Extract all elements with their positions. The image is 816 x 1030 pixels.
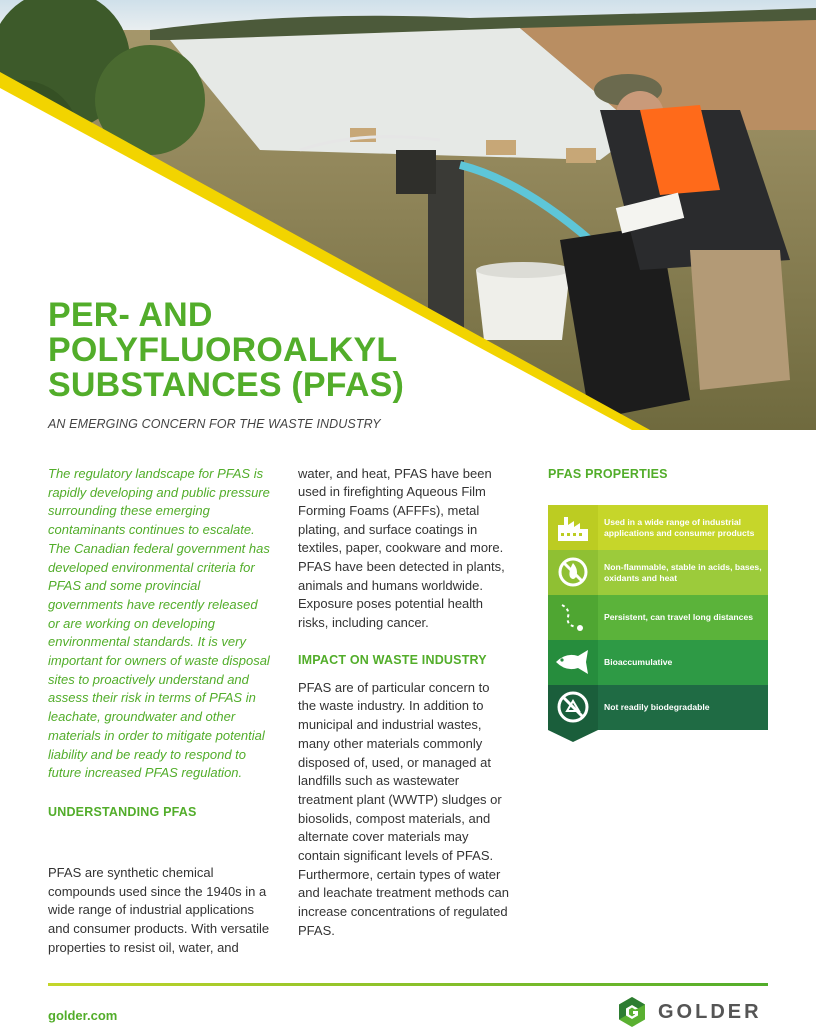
properties-heading: PFAS PROPERTIES [548, 467, 668, 481]
chevron-down-icon [548, 730, 598, 744]
property-text: Bioaccumulative [604, 657, 673, 667]
factory-icon [548, 505, 598, 550]
no-fire-icon [548, 550, 598, 595]
property-row [548, 640, 768, 685]
page-title: PER- AND POLYFLUOROALKYL SUBSTANCES (PFAS) [48, 296, 405, 404]
property-row [548, 505, 768, 550]
property-text: Persistent, can travel long distances [604, 612, 754, 622]
property-text: Used in a wide range of industrial applications and consumer products [604, 516, 755, 538]
understanding-continued [298, 465, 510, 633]
property-row [548, 550, 768, 595]
footer-divider [48, 983, 768, 986]
path-icon [548, 595, 598, 640]
properties-list [548, 505, 768, 744]
understanding-body-part1 [48, 864, 270, 958]
middle-column [298, 465, 510, 941]
understanding-body-continued: water, and heat, PFAS have been used in firefighting Aqueous Film Forming Foams (AFFFs), metal plating, and surface coatings in textiles, paper, cookware and more. PFAS have been detected in plants, animals and humans worldwide. Exposure poses potential health risks, including cancer. [298, 465, 505, 631]
left-column [48, 465, 270, 822]
no-recycle-icon [548, 685, 598, 730]
golder-logo [616, 996, 762, 1028]
understanding-body: PFAS are synthetic chemical compounds used since the 1940s in a wide range of industrial applications and consumer products. With versatile properties to resist oil, water, and [48, 865, 270, 955]
impact-body: PFAS are of particular concern to the waste industry. In addition to municipal and industrial wastes, many other materials commonly disposed of, used, or managed at landfills such as wastewater treatment plant (WWTP) sludges or biosolids, compost materials, and alternate cover materials may contain significant levels of PFAS. Furthermore, certain types of water and leachate treatment methods can increase concentrations of regulated PFAS. [298, 679, 510, 938]
brand-name: GOLDER [658, 1000, 762, 1023]
property-text: Non-flammable, stable in acids, bases, oxidants and heat [604, 561, 762, 583]
impact-heading: IMPACT ON WASTE INDUSTRY [298, 653, 487, 667]
golder-logo-icon [616, 996, 648, 1028]
page-subtitle: AN EMERGING CONCERN FOR THE WASTE INDUSTRY [48, 417, 381, 431]
understanding-heading: UNDERSTANDING PFAS [48, 804, 197, 819]
property-row [548, 595, 768, 640]
intro-paragraph: The regulatory landscape for PFAS is rapidly developing and public pressure surrounding these emerging contaminants continues to escalate. The Canadian federal government has developed environmental criteria for PFAS and some provincial governments have recently released or are working on developing environmental standards. It is very important for owners of waste disposal sites to proactively understand and assess their risk in terms of PFAS in leachate, groundwater and other materials in order to mitigate potential liability and be ready to respond to future increased PFAS regulation. [48, 466, 270, 781]
property-text: Not readily biodegradable [604, 702, 710, 712]
property-row [548, 685, 768, 730]
footer-url-link[interactable]: golder.com [48, 1008, 118, 1023]
fish-icon [548, 640, 598, 685]
